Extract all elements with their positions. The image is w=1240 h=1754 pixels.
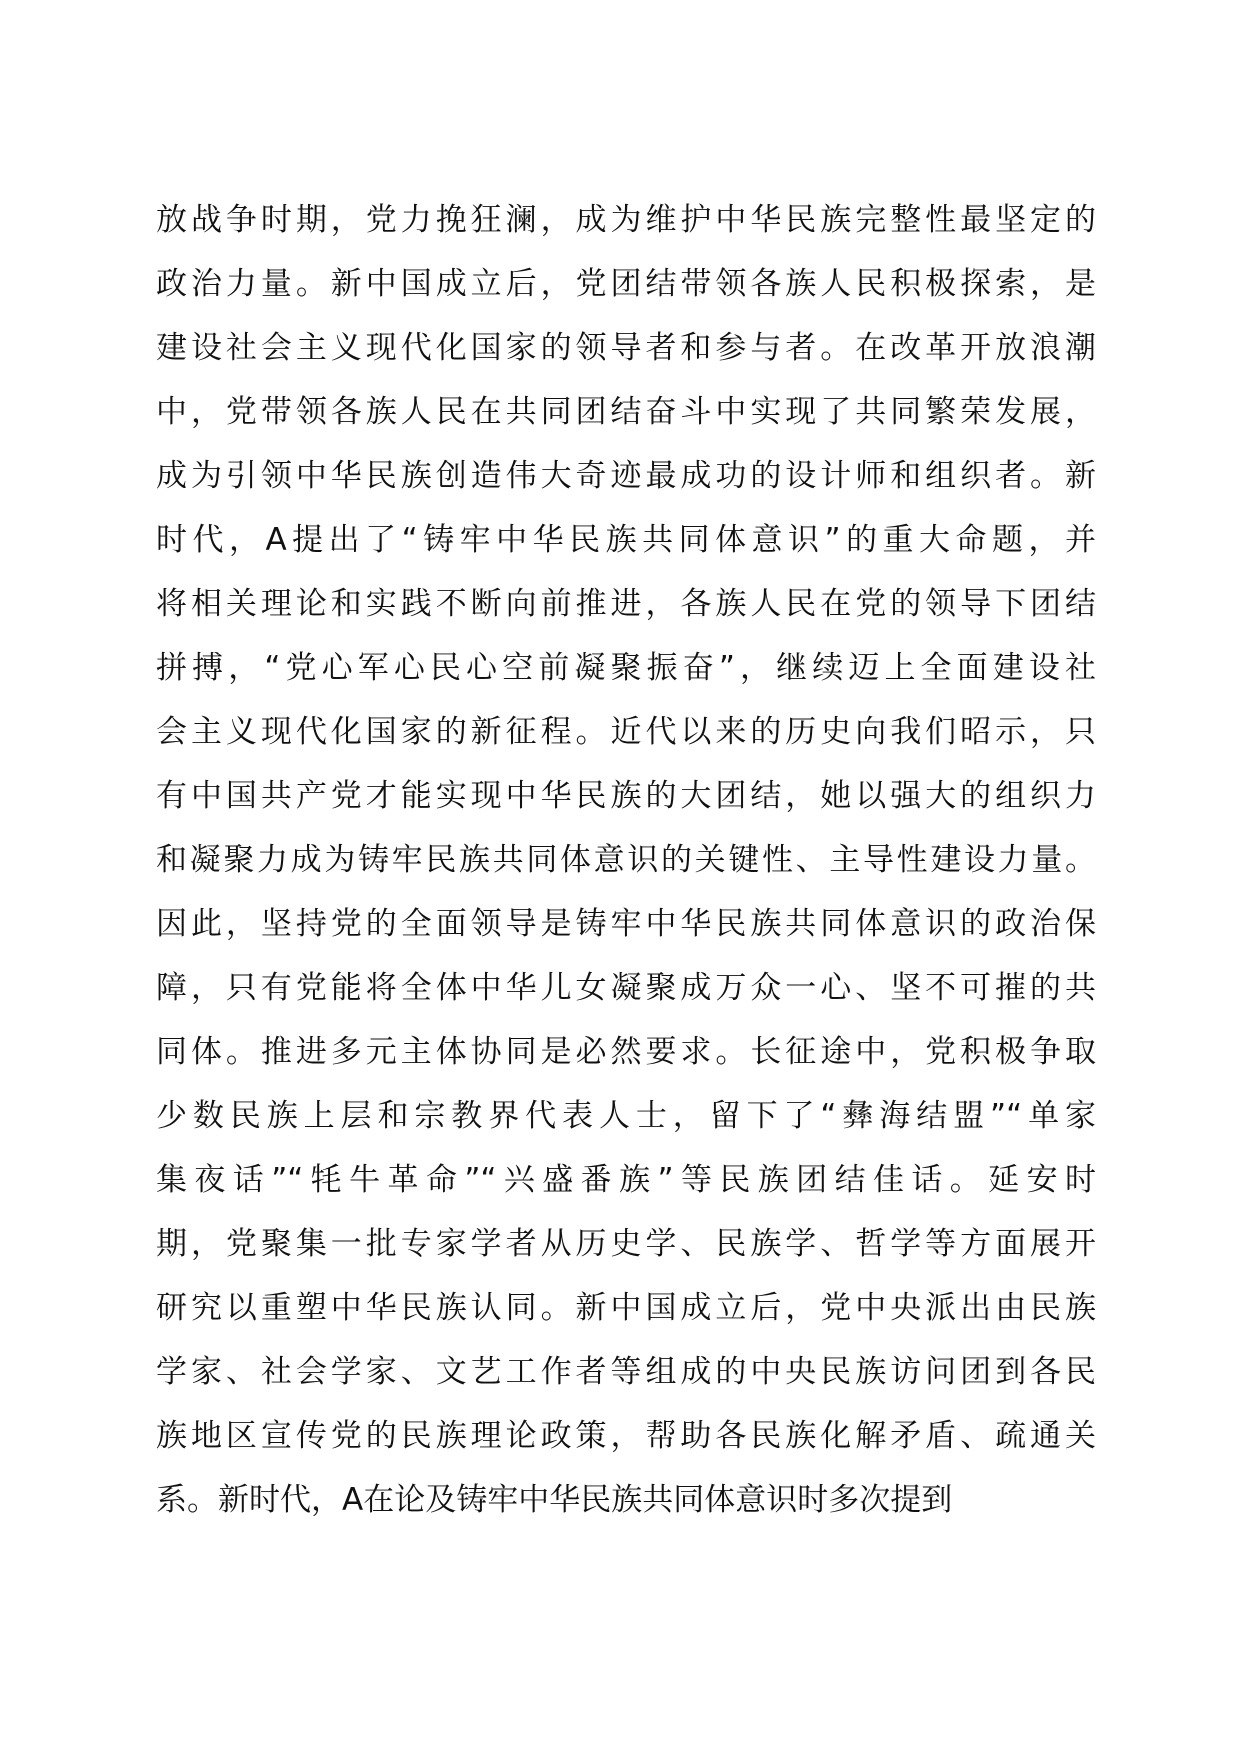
text-line: 会主义现代化国家的新征程。近代以来的历史向我们昭示，只 — [156, 714, 1096, 750]
text-line: 和凝聚力成为铸牢民族共同体意识的关键性、主导性建设力量。 — [156, 842, 1096, 878]
text-line: 政治力量。新中国成立后，党团结带领各族人民积极探索，是 — [156, 266, 1096, 302]
text-line: 期，党聚集一批专家学者从历史学、民族学、哲学等方面展开 — [156, 1226, 1096, 1262]
text-line: 建设社会主义现代化国家的领导者和参与者。在改革开放浪潮 — [156, 330, 1096, 366]
text-line: 中，党带领各族人民在共同团结奋斗中实现了共同繁荣发展， — [156, 394, 1096, 430]
text-line: 拼搏，“党心军心民心空前凝聚振奋”，继续迈上全面建设社 — [156, 650, 1096, 686]
text-line: 因此，坚持党的全面领导是铸牢中华民族共同体意识的政治保 — [156, 906, 1096, 942]
text-line: 少数民族上层和宗教界代表人士，留下了“彝海结盟”“单家 — [156, 1098, 1096, 1134]
text-line: 放战争时期，党力挽狂澜，成为维护中华民族完整性最坚定的 — [156, 202, 1096, 238]
text-line: 族地区宣传党的民族理论政策，帮助各民族化解矛盾、疏通关 — [156, 1418, 1096, 1454]
body-text — [156, 188, 1096, 1532]
text-line: 障，只有党能将全体中华儿女凝聚成万众一心、坚不可摧的共 — [156, 970, 1096, 1006]
text-line: 系。新时代，A在论及铸牢中华民族共同体意识时多次提到 — [156, 1482, 953, 1518]
text-line: 有中国共产党才能实现中华民族的大团结，她以强大的组织力 — [156, 778, 1096, 814]
text-line: 集夜话”“牦牛革命”“兴盛番族”等民族团结佳话。延安时 — [156, 1162, 1096, 1198]
text-line: 研究以重塑中华民族认同。新中国成立后，党中央派出由民族 — [156, 1290, 1096, 1326]
text-line: 时代，A提出了“铸牢中华民族共同体意识”的重大命题，并 — [156, 522, 1096, 558]
text-line: 学家、社会学家、文艺工作者等组成的中央民族访问团到各民 — [156, 1354, 1096, 1390]
text-line: 将相关理论和实践不断向前推进，各族人民在党的领导下团结 — [156, 586, 1096, 622]
text-line: 同体。推进多元主体协同是必然要求。长征途中，党积极争取 — [156, 1034, 1096, 1070]
text-line: 成为引领中华民族创造伟大奇迹最成功的设计师和组织者。新 — [156, 458, 1096, 494]
